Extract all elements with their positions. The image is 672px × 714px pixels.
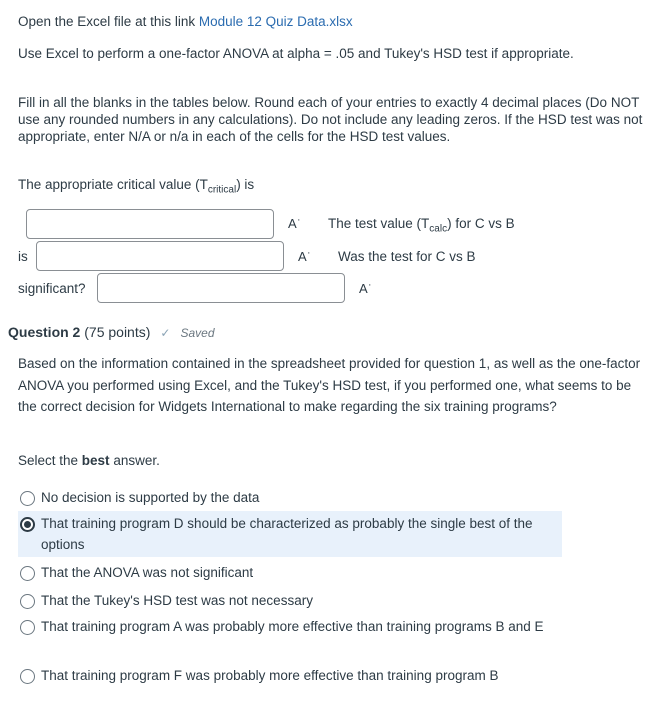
answer-option-label: That the ANOVA was not significant — [41, 565, 254, 580]
question-2-header — [8, 324, 215, 340]
significant-input[interactable] — [97, 273, 345, 303]
significant-label: significant? — [18, 281, 86, 296]
critical-sub: critical — [207, 184, 237, 196]
test-value-sub: calc — [429, 223, 448, 235]
answer-option-label: No decision is supported by the data — [41, 490, 260, 505]
answer-option-label: That the Tukey's HSD test was not necessary — [41, 593, 313, 608]
spellcheck-icon[interactable]: A͘ — [359, 281, 368, 296]
question-title-text: Question 2 — [8, 324, 81, 340]
radio-button[interactable] — [20, 566, 35, 581]
radio-button-selected[interactable] — [20, 517, 35, 532]
test-value-prefix: The test value (T — [328, 216, 430, 231]
critical-prefix: The appropriate critical value (T — [18, 177, 208, 192]
critical-suffix: ) is — [236, 177, 255, 192]
spellcheck-icon[interactable]: A͘ — [288, 216, 297, 231]
critical-value-input[interactable] — [26, 209, 274, 239]
radio-button[interactable] — [20, 669, 35, 684]
answer-option-label: That training program F was probably more effective than training program B — [41, 668, 499, 683]
intro-instruction: Use Excel to perform a one-factor ANOVA at alpha = .05 and Tukey's HSD test if appropriate. — [18, 46, 574, 61]
check-icon: ✓ — [160, 326, 171, 340]
radio-button[interactable] — [20, 491, 35, 506]
select-instruction — [18, 452, 648, 469]
excel-file-link[interactable]: Module 12 Quiz Data.xlsx — [198, 14, 353, 29]
test-value-text — [328, 216, 515, 235]
answer-option[interactable] — [18, 665, 562, 686]
saved-status: Saved — [180, 326, 215, 340]
answer-option-label: That training program D should be characterized as probably the single best of the options — [41, 516, 533, 552]
radio-button[interactable] — [20, 594, 35, 609]
select-suffix: answer. — [109, 453, 160, 468]
test-value-input[interactable] — [36, 241, 284, 271]
question-title — [8, 324, 150, 340]
was-test-label: Was the test for C vs B — [338, 249, 476, 264]
critical-value-text — [18, 176, 648, 199]
intro-open-text: Open the Excel file at this link — [18, 14, 199, 29]
answer-option[interactable] — [18, 487, 562, 508]
question-2-body: Based on the information contained in the spreadsheet provided for question 1, as well as the one-factor ANOVA you performed using Excel, and the Tukey's HSD test, if you performed one, what seems to be the correct decision for Widgets International to make regarding the six training programs? — [18, 356, 641, 414]
spellcheck-icon[interactable]: A͘ — [298, 249, 307, 264]
answer-option[interactable] — [18, 616, 562, 637]
radio-button[interactable] — [20, 620, 35, 635]
question-points: (75 points) — [84, 324, 151, 340]
test-value-suffix: ) for C vs B — [447, 216, 515, 231]
fill-instructions: Fill in all the blanks in the tables below. Round each of your entries to exactly 4 decimal places (Do NOT use any rounded numbers in any calculations). Do not include any leading zeros. If the HSD test was not appropriate, enter N/A or n/a in each of the cells for the HSD test values. — [18, 95, 643, 144]
answer-option-selected[interactable] — [18, 511, 562, 557]
answer-option[interactable] — [18, 590, 562, 611]
answer-option[interactable] — [18, 562, 562, 583]
answer-option-label: That training program A was probably more effective than training programs B and E — [41, 619, 544, 634]
is-label: is — [18, 249, 28, 264]
intro-line — [18, 13, 648, 30]
select-bold: best — [81, 453, 110, 468]
select-prefix: Select the — [18, 453, 82, 468]
